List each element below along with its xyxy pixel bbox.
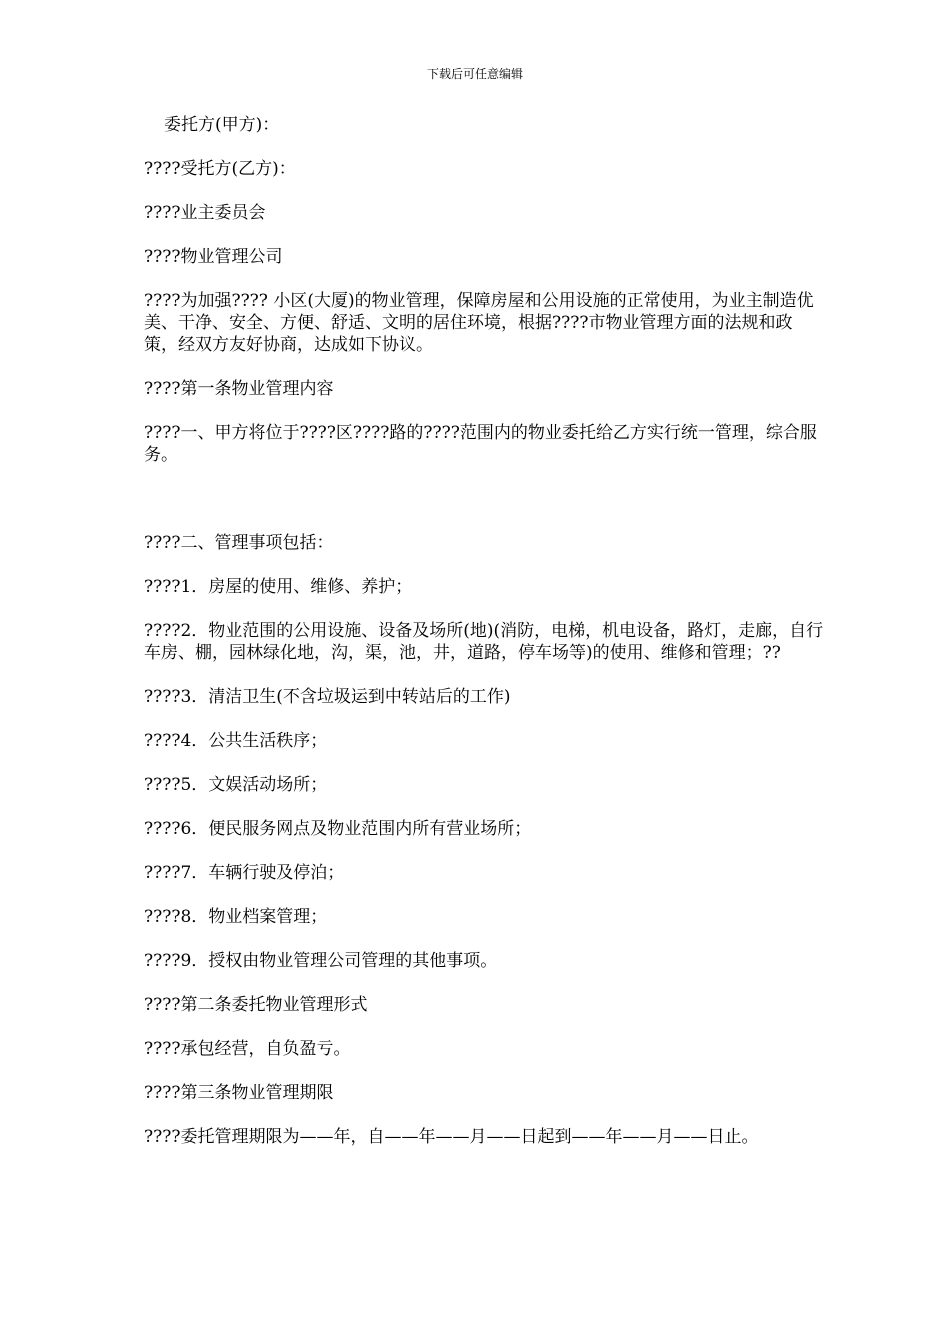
paragraph: ????二、管理事项包括： (144, 533, 334, 553)
paragraph: 委托方(甲方)： (164, 115, 280, 135)
list-item: ????3．清洁卫生(不含垃圾运到中转站后的工作) (144, 687, 511, 707)
section-heading: ????第二条委托物业管理形式 (144, 995, 368, 1015)
list-item: ????7．车辆行驶及停泊； (144, 863, 345, 883)
document-body (144, 114, 824, 1170)
paragraph: ????为加强???? 小区(大厦)的物业管理，保障房屋和公用设施的正常使用，为业主制造优美、干净、安全、方便、舒适、文明的居住环境，根据????市物业管理方面的法规和政策，经双方友好协商，达成如下协议。 (144, 291, 814, 355)
paragraph: ????受托方(乙方)： (144, 159, 296, 179)
paragraph: ????委托管理期限为——年，自——年——月——日起到——年——月——日止。 (144, 1127, 759, 1147)
paragraph: ????一、甲方将位于????区????路的????范围内的物业委托给乙方实行统一管理，综合服务。 (144, 423, 817, 465)
list-item: ????2．物业范围的公用设施、设备及场所(地)(消防，电梯，机电设备，路灯，走廊，自行车房、棚，园林绿化地，沟，渠，池，井，道路，停车场等)的使用、维修和管理；?? (144, 621, 824, 663)
list-item: ????5．文娱活动场所； (144, 775, 328, 795)
paragraph: ????业主委员会 (144, 203, 266, 223)
section-heading: ????第一条物业管理内容 (144, 379, 334, 399)
list-item: ????6．便民服务网点及物业范围内所有营业场所； (144, 819, 532, 839)
list-item: ????1．房屋的使用、维修、养护； (144, 577, 413, 597)
list-item: ????8．物业档案管理； (144, 907, 328, 927)
list-item: ????9．授权由物业管理公司管理的其他事项。 (144, 951, 498, 971)
paragraph: ????物业管理公司 (144, 247, 283, 267)
section-heading: ????第三条物业管理期限 (144, 1083, 334, 1103)
paragraph: ????承包经营，自负盈亏。 (144, 1039, 351, 1059)
page-header: 下载后可任意编辑 (426, 67, 523, 81)
list-item: ????4．公共生活秩序； (144, 731, 328, 751)
